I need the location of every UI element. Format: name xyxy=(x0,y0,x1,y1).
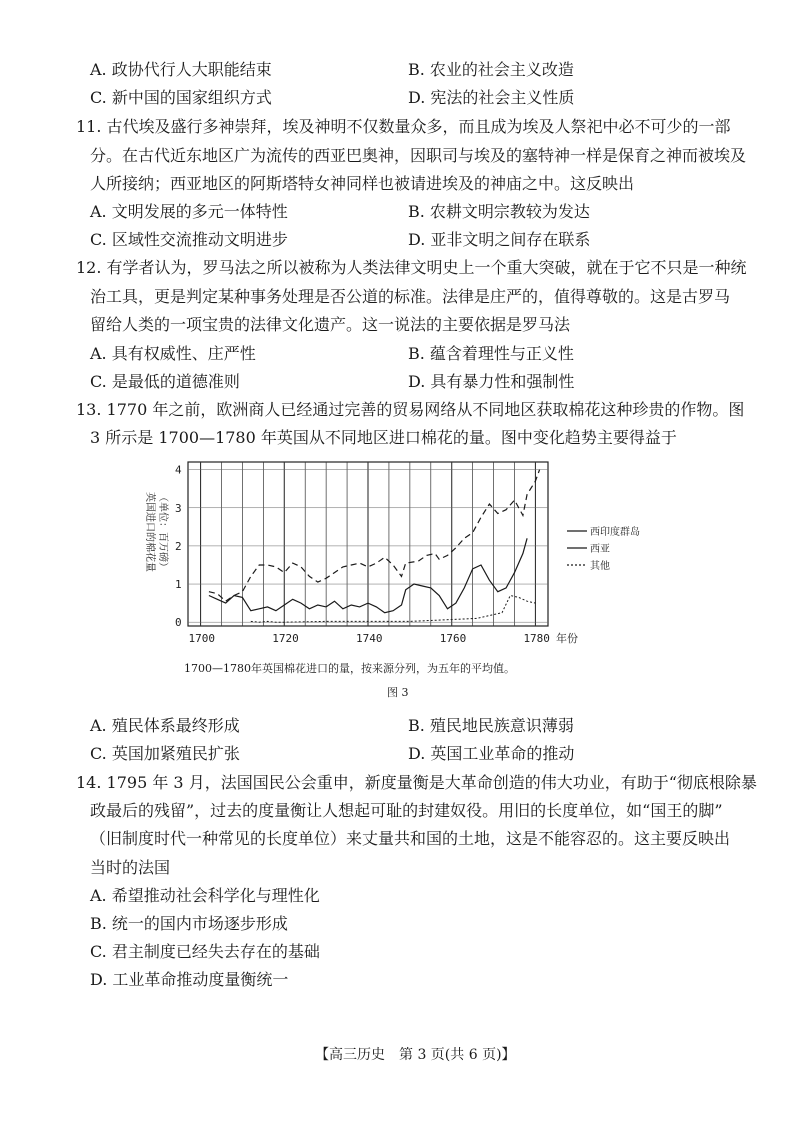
q11-stem-line-2: 分。在古代近东地区广为流传的西亚巴奥神，因职司与埃及的塞特神一样是保育之神而被埃及 xyxy=(90,146,747,165)
q13-stem-line-1: 13. 1770 年之前，欧洲商人已经通过完善的贸易网络从不同地区获取棉花这种珍贵的作物。图 xyxy=(76,400,745,419)
q13-stem-line-2: 3 所示是 1700—1780 年英国从不同地区进口棉花的量。图中变化趋势主要得益于 xyxy=(90,428,677,447)
q14-stem-line-1: 14. 1795 年 3 月，法国国民公会重申，新度量衡是大革命创造的伟大功业，有助于“彻底根除暴 xyxy=(76,773,757,792)
series-line-3 xyxy=(251,596,536,623)
q12-stem-line-2: 治工具，更是判定某种事务处理是否公道的标准。法律是庄严的，值得尊敬的。这是古罗马 xyxy=(90,287,731,306)
y-tick-label: 3 xyxy=(175,501,182,515)
q11-stem-line-3: 人所接纳；西亚地区的阿斯塔特女神同样也被请进埃及的神庙之中。这反映出 xyxy=(90,174,635,193)
q14-stem-line-4: 当时的法国 xyxy=(90,858,171,877)
q12-option-b: B. 蕴含着理性与正义性 xyxy=(408,344,574,363)
q12-option-d: D. 具有暴力性和强制性 xyxy=(408,372,575,391)
chart-legend xyxy=(567,525,640,572)
x-tick-label: 1720 xyxy=(272,632,299,645)
x-tick-label: 1700 xyxy=(188,632,216,645)
q12-stem-line-3: 留给人类的一项宝贵的法律文化遗产。这一说法的主要依据是罗马法 xyxy=(90,315,571,334)
x-axis-unit-label: 年份 xyxy=(556,632,578,645)
q14-stem-line-2: 政最后的残留”，过去的度量衡让人想起可耻的封建奴役。用旧的长度单位，如“国王的脚” xyxy=(90,801,723,820)
y-tick-label: 1 xyxy=(175,578,182,592)
series-line-1 xyxy=(209,470,540,602)
legend-label: 西印度群岛 xyxy=(590,527,640,538)
q13-option-b: B. 殖民地民族意识薄弱 xyxy=(408,716,574,735)
q14-stem-line-3: （旧制度时代一种常见的长度单位）来丈量共和国的土地，这是不能容忍的。这主要反映出 xyxy=(90,829,731,848)
q13-option-a: A. 殖民体系最终形成 xyxy=(90,716,240,735)
y-tick-label: 2 xyxy=(175,539,182,553)
y-tick-label: 4 xyxy=(175,463,182,477)
q10-option-d: D. 宪法的社会主义性质 xyxy=(408,88,575,107)
series-line-2 xyxy=(209,538,527,612)
legend-label: 西亚 xyxy=(590,544,610,555)
x-tick-label: 1740 xyxy=(356,632,383,645)
figure-label: 图 3 xyxy=(387,686,409,699)
x-tick-label: 1780 xyxy=(523,632,550,645)
chart-ticks xyxy=(175,464,550,645)
q14-option-b: B. 统一的国内市场逐步形成 xyxy=(90,914,288,933)
q13-option-d: D. 英国工业革命的推动 xyxy=(408,744,575,763)
y-axis-unit-label: （单位：百万磅） xyxy=(157,492,168,572)
q11-option-d: D. 亚非文明之间存在联系 xyxy=(408,230,591,249)
q10-option-c: C. 新中国的国家组织方式 xyxy=(90,88,272,107)
q14-option-c: C. 君主制度已经失去存在的基础 xyxy=(90,942,320,961)
q10-option-b: B. 农业的社会主义改造 xyxy=(408,60,574,79)
q14-option-d: D. 工业革命推动度量衡统一 xyxy=(90,970,289,989)
chart-series-group xyxy=(209,470,540,623)
figure-caption: 1700—1780年英国棉花进口的量，按来源分列，为五年的平均值。 xyxy=(184,662,515,675)
legend-label: 其他 xyxy=(590,561,610,572)
y-tick-label: 0 xyxy=(175,616,182,630)
x-tick-label: 1760 xyxy=(439,632,467,645)
chart-grid xyxy=(188,462,548,626)
y-axis-label: 英国进口的棉花量 xyxy=(144,492,155,572)
q11-option-a: A. 文明发展的多元一体特性 xyxy=(90,202,288,221)
q12-option-a: A. 具有权威性、庄严性 xyxy=(90,344,256,363)
q12-option-c: C. 是最低的道德准则 xyxy=(90,372,240,391)
q14-option-a: A. 希望推动社会科学化与理性化 xyxy=(90,886,320,905)
chart-frame xyxy=(188,462,548,626)
q11-option-c: C. 区域性交流推动文明进步 xyxy=(90,230,288,249)
page-footer: 【高三历史 第 3 页(共 6 页)】 xyxy=(315,1047,516,1063)
q11-stem-line-1: 11. 古代埃及盛行多神崇拜，埃及神明不仅数量众多，而且成为埃及人祭祀中必不可少的一部 xyxy=(76,117,731,136)
q10-option-a: A. 政协代行人大职能结束 xyxy=(90,60,272,79)
q11-option-b: B. 农耕文明宗教较为发达 xyxy=(408,202,590,221)
q13-option-c: C. 英国加紧殖民扩张 xyxy=(90,744,240,763)
q12-stem-line-1: 12. 有学者认为，罗马法之所以被称为人类法律文明史上一个重大突破，就在于它不只是一种统 xyxy=(76,258,747,277)
